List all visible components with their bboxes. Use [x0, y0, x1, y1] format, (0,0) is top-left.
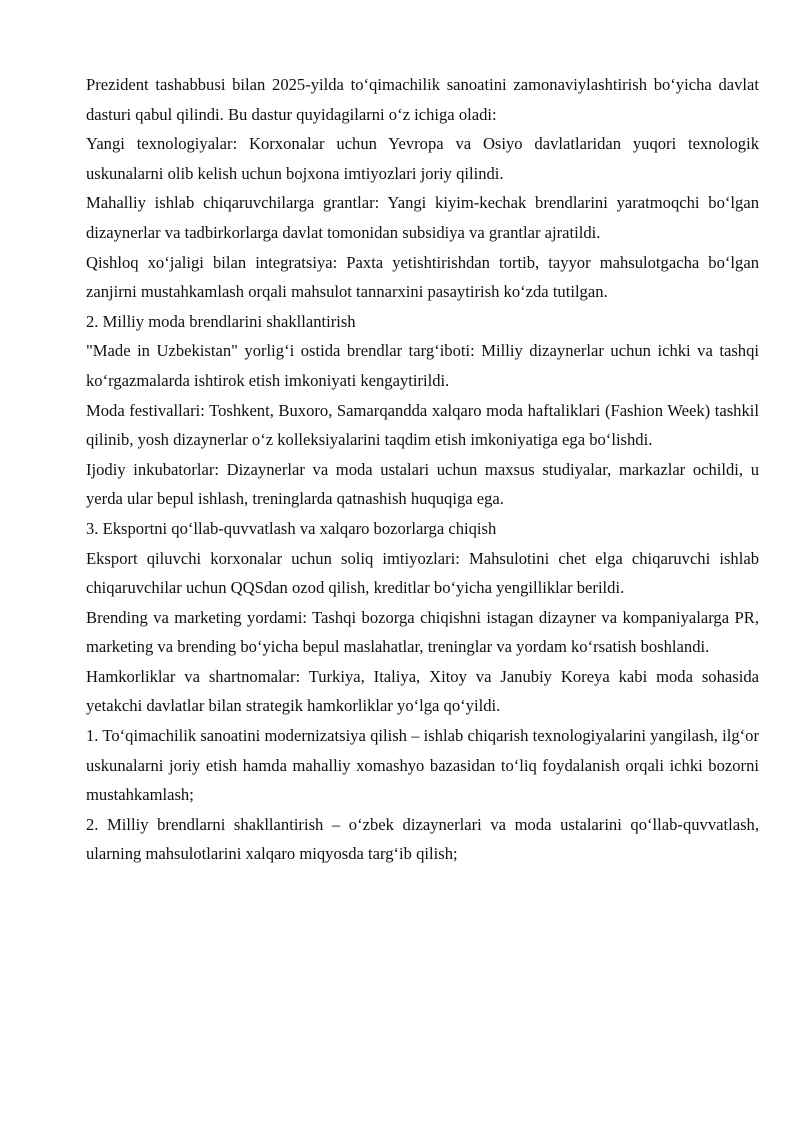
- section-heading-export-support: 3. Eksportni qo‘llab-quvvatlash va xalqaro bozorlarga chiqish: [86, 518, 497, 538]
- paragraph-creative-incubators: Ijodiy inkubatorlar: Dizaynerlar va moda ustalari uchun maxsus studiyalar, markazlar ochildi, u yerda ular bepul ishlash, treninglarda qatnashish huquqiga ega.: [86, 459, 759, 509]
- list-item-modernization: 1. To‘qimachilik sanoatini modernizatsiya qilish – ishlab chiqarish texnologiyalarini yangilash, ilg‘or uskunalarni joriy etish hamda mahalliy xomashyo bazasidan to‘liq foydalanish orqali ichki bozorni mustahkamlash;: [86, 726, 759, 805]
- paragraph-intro: Prezident tashabbusi bilan 2025-yilda to‘qimachilik sanoatini zamonaviylashtirish bo‘yicha davlat dasturi qabul qilindi. Bu dastur quyidagilarni o‘z ichiga oladi:: [86, 75, 759, 124]
- list-item-national-brands: 2. Milliy brendlarni shakllantirish – o‘zbek dizaynerlari va moda ustalarini qo‘llab-quvvatlash, ularning mahsulotlarini xalqaro miqyosda targ‘ib qilish;: [86, 814, 759, 864]
- paragraph-agriculture-integration: Qishloq xo‘jaligi bilan integratsiya: Paxta yetishtirishdan tortib, tayyor mahsulotgacha bo‘lgan zanjirni mustahkamlash orqali mahsulot tannarxini pasaytirish ko‘zda tutilgan.: [86, 252, 759, 302]
- paragraph-local-grants: Mahalliy ishlab chiqaruvchilarga grantlar: Yangi kiyim-kechak brendlarini yaratmoqchi bo‘lgan dizaynerlar va tadbirkorlarga davlat tomonidan subsidiya va grantlar ajratildi.: [86, 193, 759, 242]
- paragraph-made-in-uzbekistan: "Made in Uzbekistan" yorlig‘i ostida brendlar targ‘iboti: Milliy dizaynerlar uchun ichki va tashqi ko‘rgazmalarda ishtirok etish imkoniyati kengaytirildi.: [86, 341, 759, 390]
- paragraph-branding-marketing: Brending va marketing yordami: Tashqi bozorga chiqishni istagan dizayner va kompaniyalarga PR, marketing va brending bo‘yicha bepul maslahatlar, treninglar va yordam ko‘rsatish boshlandi.: [86, 607, 759, 657]
- paragraph-partnerships: Hamkorliklar va shartnomalar: Turkiya, Italiya, Xitoy va Janubiy Koreya kabi moda sohasida yetakchi davlatlar bilan strategik hamkorliklar yo‘lga qo‘yildi.: [86, 666, 759, 716]
- paragraph-fashion-festivals: Moda festivallari: Toshkent, Buxoro, Samarqandda xalqaro moda haftaliklari (Fashion Week) tashkil qilinib, yosh dizaynerlar o‘z kolleksiyalarini taqdim etish imkoniyatiga ega bo‘lishdi.: [86, 400, 759, 450]
- paragraph-tax-benefits: Eksport qiluvchi korxonalar uchun soliq imtiyozlari: Mahsulotini chet elga chiqaruvchi ishlab chiqaruvchilar uchun QQSdan ozod qilish, kreditlar bo‘yicha yengilliklar berildi.: [86, 548, 759, 598]
- paragraph-new-technologies: Yangi texnologiyalar: Korxonalar uchun Yevropa va Osiyo davlatlaridan yuqori texnologik uskunalarni olib kelish uchun bojxona imtiyozlari joriy qilindi.: [86, 134, 759, 183]
- document-page: [86, 70, 759, 869]
- section-heading-national-brands: 2. Milliy moda brendlarini shakllantirish: [86, 311, 356, 331]
